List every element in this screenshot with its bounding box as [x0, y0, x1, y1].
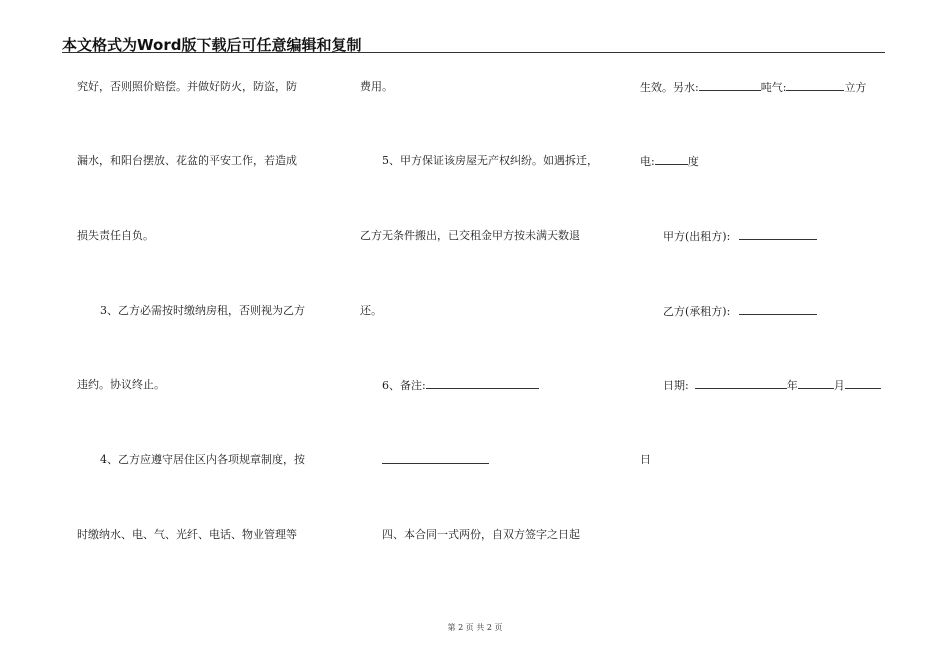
right-line-2 [640, 154, 699, 169]
footer-suffix: 页 [494, 623, 503, 632]
footer-middle: 页 共 [465, 623, 485, 632]
month-unit: 月 [833, 379, 845, 392]
total-page-number: 2 [486, 623, 492, 632]
day-unit: 日 [640, 453, 651, 466]
left-line-7: 时缴纳水、电、气、光纤、电话、物业管理等 [77, 528, 297, 541]
gas-blank [786, 80, 844, 91]
date-label: 日期: [663, 379, 689, 392]
month-blank [798, 378, 834, 389]
header-rule [62, 52, 885, 53]
date-line [663, 378, 881, 393]
middle-line-7: 四、本合同一式两份，自双方签字之日起 [382, 528, 580, 541]
kwh-unit: 度 [687, 155, 699, 168]
page-footer [0, 622, 950, 633]
cubic-unit: 立方 [844, 81, 867, 94]
current-page-number: 2 [458, 623, 464, 632]
middle-line-1: 费用。 [360, 80, 393, 93]
electricity-blank [655, 154, 688, 165]
lessee-signature-line [663, 304, 817, 319]
document-header-title: 本文格式为Word版下载后可任意编辑和复制 [62, 36, 362, 54]
right-line-1 [640, 80, 866, 95]
gas-label: 吨气: [760, 81, 787, 94]
remarks-blank-2 [382, 453, 489, 464]
lessor-signature-line [663, 229, 817, 244]
lessor-blank [739, 229, 817, 240]
electricity-label: 电: [640, 155, 655, 168]
day-blank [845, 378, 881, 389]
lessee-label: 乙方(承租方): [663, 305, 731, 318]
middle-line-4: 还。 [360, 304, 382, 317]
middle-line-6 [382, 453, 489, 468]
left-line-5: 违约。协议终止。 [77, 378, 165, 391]
year-blank [695, 378, 787, 389]
left-line-1: 究好，否则照价赔偿。并做好防火，防盗，防 [77, 80, 297, 93]
lessee-blank [739, 304, 817, 315]
left-line-3: 损失责任自负。 [77, 229, 154, 242]
remarks-label: 6、备注: [382, 379, 426, 392]
left-line-2: 漏水，和阳台摆放、花盆的平安工作，若造成 [77, 154, 297, 167]
remarks-blank [426, 378, 539, 389]
water-label: 生效。另水: [640, 81, 699, 94]
middle-line-2: 5、甲方保证该房屋无产权纠纷。如遇拆迁， [382, 154, 598, 167]
water-blank [699, 80, 761, 91]
footer-prefix: 第 [447, 623, 456, 632]
middle-line-5 [382, 378, 539, 393]
year-unit: 年 [786, 379, 798, 392]
left-line-4: 3、乙方必需按时缴纳房租，否则视为乙方 [100, 304, 305, 317]
middle-line-3: 乙方无条件搬出，已交租金甲方按未满天数退 [360, 229, 580, 242]
left-line-6: 4、乙方应遵守居住区内各项规章制度，按 [100, 453, 305, 466]
lessor-label: 甲方(出租方): [663, 230, 731, 243]
